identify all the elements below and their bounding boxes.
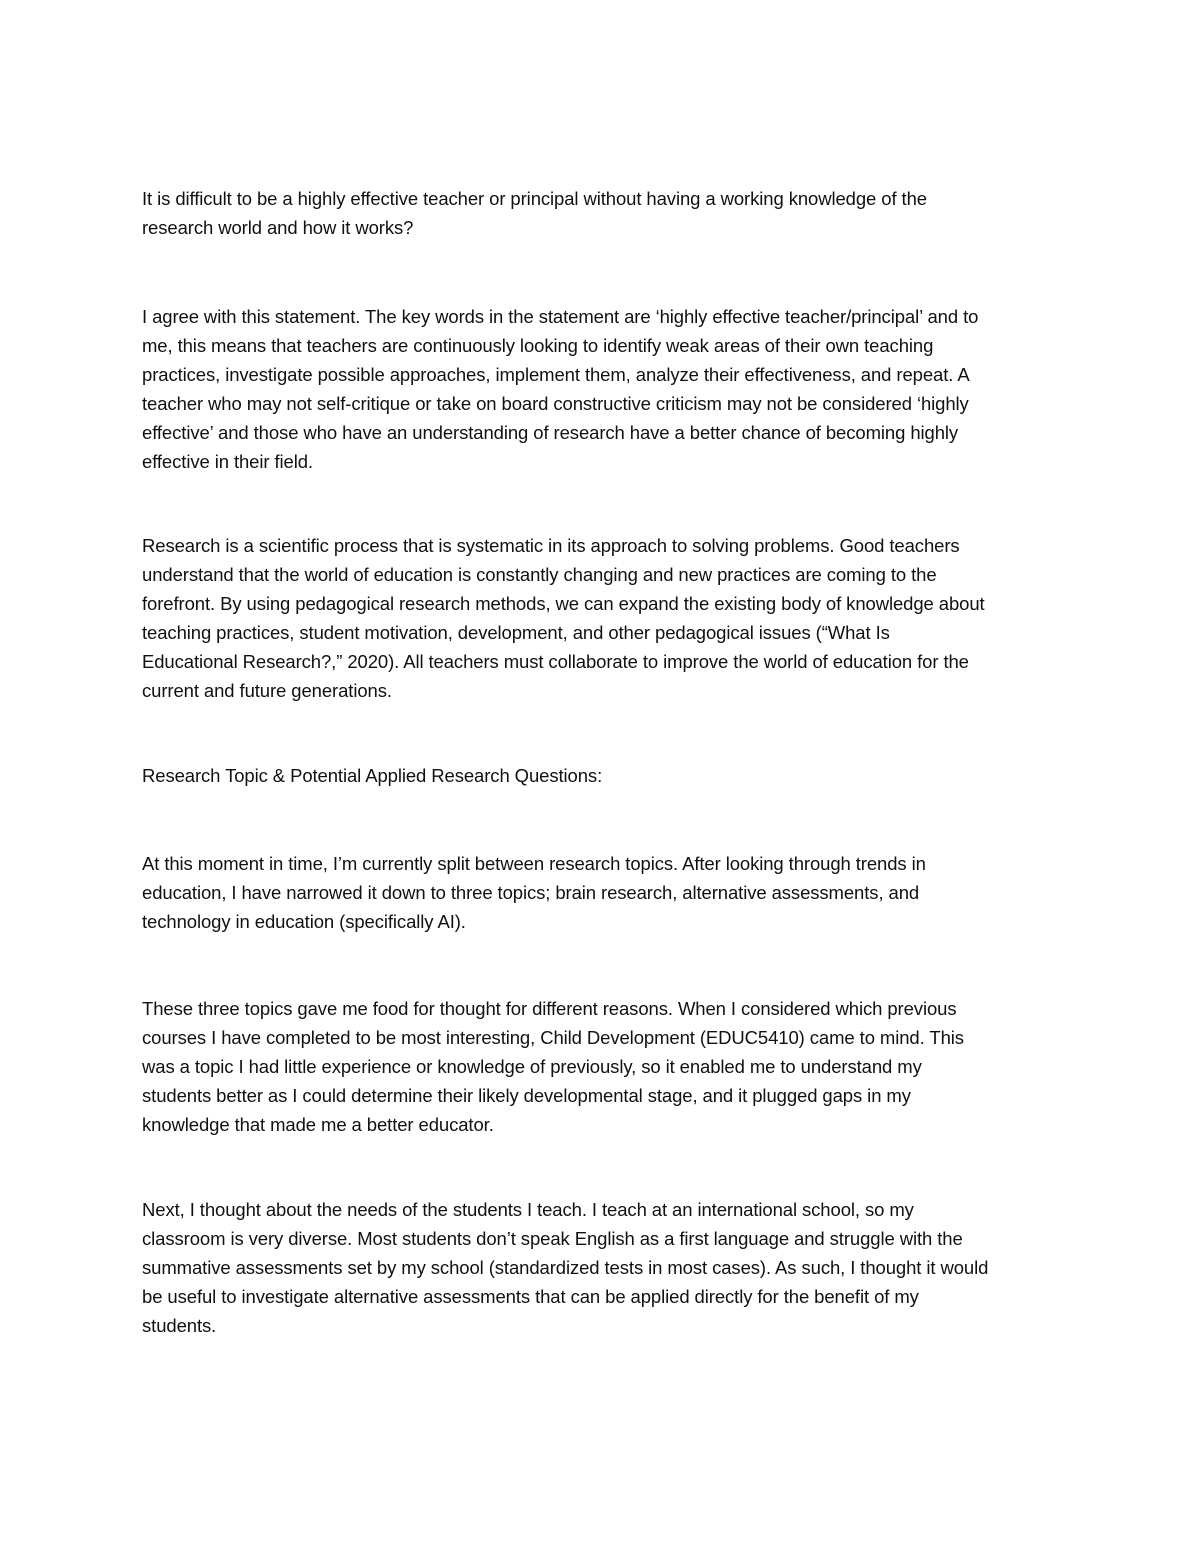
text-line: Educational Research?,” 2020). All teachers must collaborate to improve the world of education for the [142,650,969,672]
text-line: I agree with this statement. The key words in the statement are ‘highly effective teacher/principal’ and to [142,306,979,327]
text-line: courses I have completed to be most interesting, Child Development (EDUC5410) came to mind. This [142,1026,964,1048]
text-line: was a topic I had little experience or knowledge of previously, so it enabled me to understand my [142,1055,922,1077]
text-line: Next, I thought about the needs of the students I teach. I teach at an international school, so my [142,1199,914,1220]
text-line: These three topics gave me food for thought for different reasons. When I considered which previous [142,998,957,1019]
text-line: knowledge that made me a better educator. [142,1113,494,1135]
text-line: classroom is very diverse. Most students don’t speak English as a first language and struggle with the [142,1227,963,1249]
text-line: technology in education (specifically AI). [142,910,466,932]
text-line: forefront. By using pedagogical research methods, we can expand the existing body of knowledge about [142,592,985,614]
paragraph-research-definition [142,532,1072,705]
text-line: At this moment in time, I’m currently split between research topics. After looking through trends in [142,853,926,874]
paragraph-topics [142,850,1072,937]
text-line: be useful to investigate alternative assessments that can be applied directly for the benefit of my [142,1285,919,1307]
text-line: research world and how it works? [142,216,414,238]
text-line: summative assessments set by my school (standardized tests in most cases). As such, I thought it would [142,1256,989,1278]
section-heading [142,762,1072,791]
paragraph-student-needs [142,1196,1072,1341]
text-line: It is difficult to be a highly effective teacher or principal without having a working knowledge of the [142,188,927,209]
paragraph-reasons [142,995,1072,1140]
heading-line: Research Topic & Potential Applied Research Questions: [142,765,603,786]
text-line: Research is a scientific process that is systematic in its approach to solving problems. Good teachers [142,535,960,556]
paragraph-question [142,185,1072,243]
text-line: understand that the world of education is constantly changing and new practices are coming to the [142,563,937,585]
paragraph-agreement [142,303,1072,476]
text-line: current and future generations. [142,679,392,701]
text-line: teacher who may not self-critique or take on board constructive criticism may not be considered ‘highly [142,392,969,414]
text-line: effective in their field. [142,450,313,472]
text-line: me, this means that teachers are continuously looking to identify weak areas of their own teaching [142,334,934,356]
text-line: students better as I could determine their likely developmental stage, and it plugged gaps in my [142,1084,911,1106]
text-line: students. [142,1314,217,1336]
text-line: education, I have narrowed it down to three topics; brain research, alternative assessments, and [142,881,920,903]
text-line: practices, investigate possible approaches, implement them, analyze their effectiveness, and repeat. A [142,363,970,385]
text-line: effective’ and those who have an understanding of research have a better chance of becoming highly [142,421,959,443]
text-line: teaching practices, student motivation, development, and other pedagogical issues (“What Is [142,621,890,643]
